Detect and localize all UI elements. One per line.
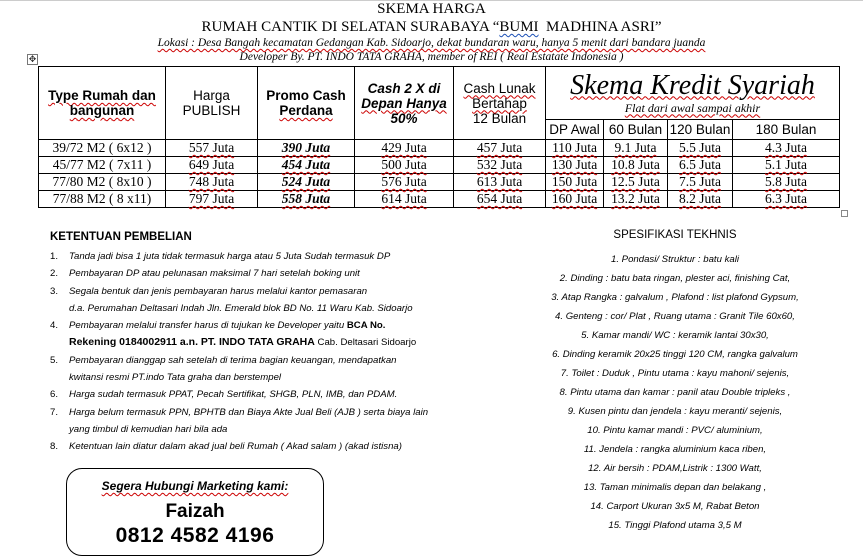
list-item: yang timbul di kemudian hari bila ada [69,423,228,435]
cell-180: 4.3 Juta [733,140,840,157]
header-60-bulan: 60 Bulan [604,120,668,140]
location-line: Lokasi : Desa Bangah kecamatan Gedangan Kab. Sidoarjo, dekat bundaran waru, hanya 5 menit dari bandara juanda [157,37,706,49]
page-title: SKEMA HARGA [377,1,486,17]
cell-120: 5.5 Juta [668,140,733,157]
price-table [38,66,840,208]
cell-60: 13.2 Juta [604,191,668,208]
list-item: 8. Pintu utama dan kamar : panil atau Double tripleks , [559,387,791,398]
list-item: 15. Tinggi Plafond utama 3,5 M [608,520,742,531]
subtitle-name-1: BUMI [499,19,539,35]
skema-subtitle: Flat dari awal sampai akhir [624,100,761,115]
cell-type: 45/77 M2 ( 7x11 ) [39,157,166,174]
move-icon[interactable]: ✥ [28,55,37,65]
list-item: 4. Genteng : cor/ Plat , Ruang utama : Granit Tile 60x60, [555,311,795,322]
cell-dp: 150 Juta [546,174,604,191]
list-item: 1. Pondasi/ Struktur : batu kali [611,254,739,265]
header-type: Type Rumah dan bangunan [39,67,166,140]
list-item: 2. Pembayaran DP atau pelunasan maksimal 7 hari setelah boking unit [50,268,360,280]
subtitle-name-2: MADHINA [546,19,618,35]
list-item: 6. Harga sudah termasuk PPAT, Pecah Sertifikat, SHGB, PLN, IMB, dan PDAM. [50,389,398,401]
table-row [39,140,840,157]
cell-promo: 390 Juta [258,140,355,157]
cell-dp: 160 Juta [546,191,604,208]
developer-line: Developer By. PT. INDO TATA GRAHA, member of REI ( Real Estatate Indonesia ) [239,51,624,63]
cell-cash2x: 576 Juta [355,174,454,191]
list-item: 7. Harga belum termasuk PPN, BPHTB dan Biaya Akte Jual Beli (AJB ) serta biaya lain [50,406,429,418]
cell-180: 5.8 Juta [733,174,840,191]
cell-type: 77/80 M2 ( 8x10 ) [39,174,166,191]
cell-dp: 130 Juta [546,157,604,174]
list-item: kwitansi resmi PT.indo Tata graha dan berstempel [69,372,282,384]
cell-120: 6.5 Juta [668,157,733,174]
cell-cash2x: 614 Juta [355,191,454,208]
list-item: 12. Air bersih : PDAM,Listrik : 1300 Watt, [588,463,762,474]
header-harga: Harga PUBLISH [166,67,258,140]
list-item: 14. Carport Ukuran 3x5 M, Rabat Beton [590,501,760,512]
cell-120: 7.5 Juta [668,174,733,191]
list-item: 13. Taman minimalis depan dan belakang , [583,482,767,493]
cell-120: 8.2 Juta [668,191,733,208]
cell-promo: 558 Juta [258,191,355,208]
page-subtitle [0,19,863,36]
header-120-bulan: 120 Bulan [668,120,733,140]
cell-harga: 797 Juta [166,191,258,208]
cell-180: 5.1 Juta [733,157,840,174]
list-item: 5. Pembayaran dianggap sah setelah di terima bagian keuangan, mendapatkan [50,354,397,366]
cell-harga: 649 Juta [166,157,258,174]
list-item: 3. Segala bentuk dan jenis pembayaran harus melalui kantor pemasaran [50,285,368,297]
cell-lunak: 457 Juta [454,140,546,157]
ketentuan-title: KETENTUAN PEMBELIAN [50,231,192,243]
contact-name: Faizah [165,501,225,522]
list-item: 9. Kusen pintu dan jendela : kayu meranti/ sejenis, [567,406,783,417]
header-180-bulan: 180 Bulan [733,120,840,140]
cell-dp: 110 Juta [546,140,604,157]
cell-lunak: 654 Juta [454,191,546,208]
list-item: 1. Tanda jadi bisa 1 juta tidak termasuk harga atau 5 Juta Sudah termasuk DP [50,251,391,262]
cell-type: 77/88 M2 ( 8 x11) [39,191,166,208]
header-cash2x: Cash 2 X di Depan Hanya 50% [355,67,454,140]
list-item: 7. Toilet : Duduk , Pintu utama : kayu mahoni/ sejenis, [560,368,790,379]
cell-60: 9.1 Juta [604,140,668,157]
ketentuan-list [50,248,470,456]
subtitle-end: ASRI” [617,19,662,35]
subtitle-text: RUMAH CANTIK DI SELATAN SURABAYA “ [201,19,500,35]
skema-title: Skema Kredit Syariah [570,69,815,101]
cell-cash2x: 429 Juta [355,140,454,157]
list-item: d.a. Perumahan Deltasari Indah Jln. Emerald blok BD No. 11 Waru Kab. Sidoarjo [69,302,413,314]
cell-harga: 748 Juta [166,174,258,191]
table-row [39,157,840,174]
list-item: 11. Jendela : rangka aluminium kaca riben, [583,444,767,455]
cell-promo: 524 Juta [258,174,355,191]
cell-promo: 454 Juta [258,157,355,174]
cell-lunak: 532 Juta [454,157,546,174]
list-item: 6. Dinding keramik 20x25 tinggi 120 CM, rangka galvalum [552,349,798,360]
cell-cash2x: 500 Juta [355,157,454,174]
spesifikasi-list [475,250,863,535]
header-promo: Promo Cash Perdana [258,67,355,140]
contact-label: Segera Hubungi Marketing kami: [101,479,289,493]
resize-handle[interactable] [841,210,848,217]
contact-phone[interactable]: 0812 4582 4196 [115,524,275,547]
contact-box [66,468,324,556]
header-cash-lunak: Cash Lunak Bertahap 12 Bulan [454,67,546,140]
table-row [39,191,840,208]
list-item: 8. Ketentuan lain diatur dalam akad jual beli Rumah ( Akad salam ) (akad istisna) [50,441,402,453]
cell-type: 39/72 M2 ( 6x12 ) [39,140,166,157]
cell-lunak: 613 Juta [454,174,546,191]
cell-60: 12.5 Juta [604,174,668,191]
list-item: 3. Atap Rangka : galvalum , Plafond : list plafond Gypsum, [551,292,799,303]
header-dp-awal: DP Awal [546,120,604,140]
list-item: 4. Pembayaran melalui transfer harus di tujukan ke Developer yaitu BCA No. [50,320,386,332]
list-item: 5. Kamar mandi/ WC : keramik lantai 30x30, [581,330,769,341]
cell-harga: 557 Juta [166,140,258,157]
list-item: 2. Dinding : batu bata ringan, plester aci, finishing Cat, [559,273,791,284]
list-item: 10. Pintu kamar mandi : PVC/ aluminium, [587,425,763,436]
cell-180: 6.3 Juta [733,191,840,208]
cell-60: 10.8 Juta [604,157,668,174]
header-skema [546,67,840,120]
table-row [39,174,840,191]
spesifikasi-title: SPESIFIKASI TEKHNIS [613,229,737,241]
list-item: Rekening 0184002911 a.n. PT. INDO TATA GRAHA Cab. Deltasari Sidoarjo [69,336,417,349]
